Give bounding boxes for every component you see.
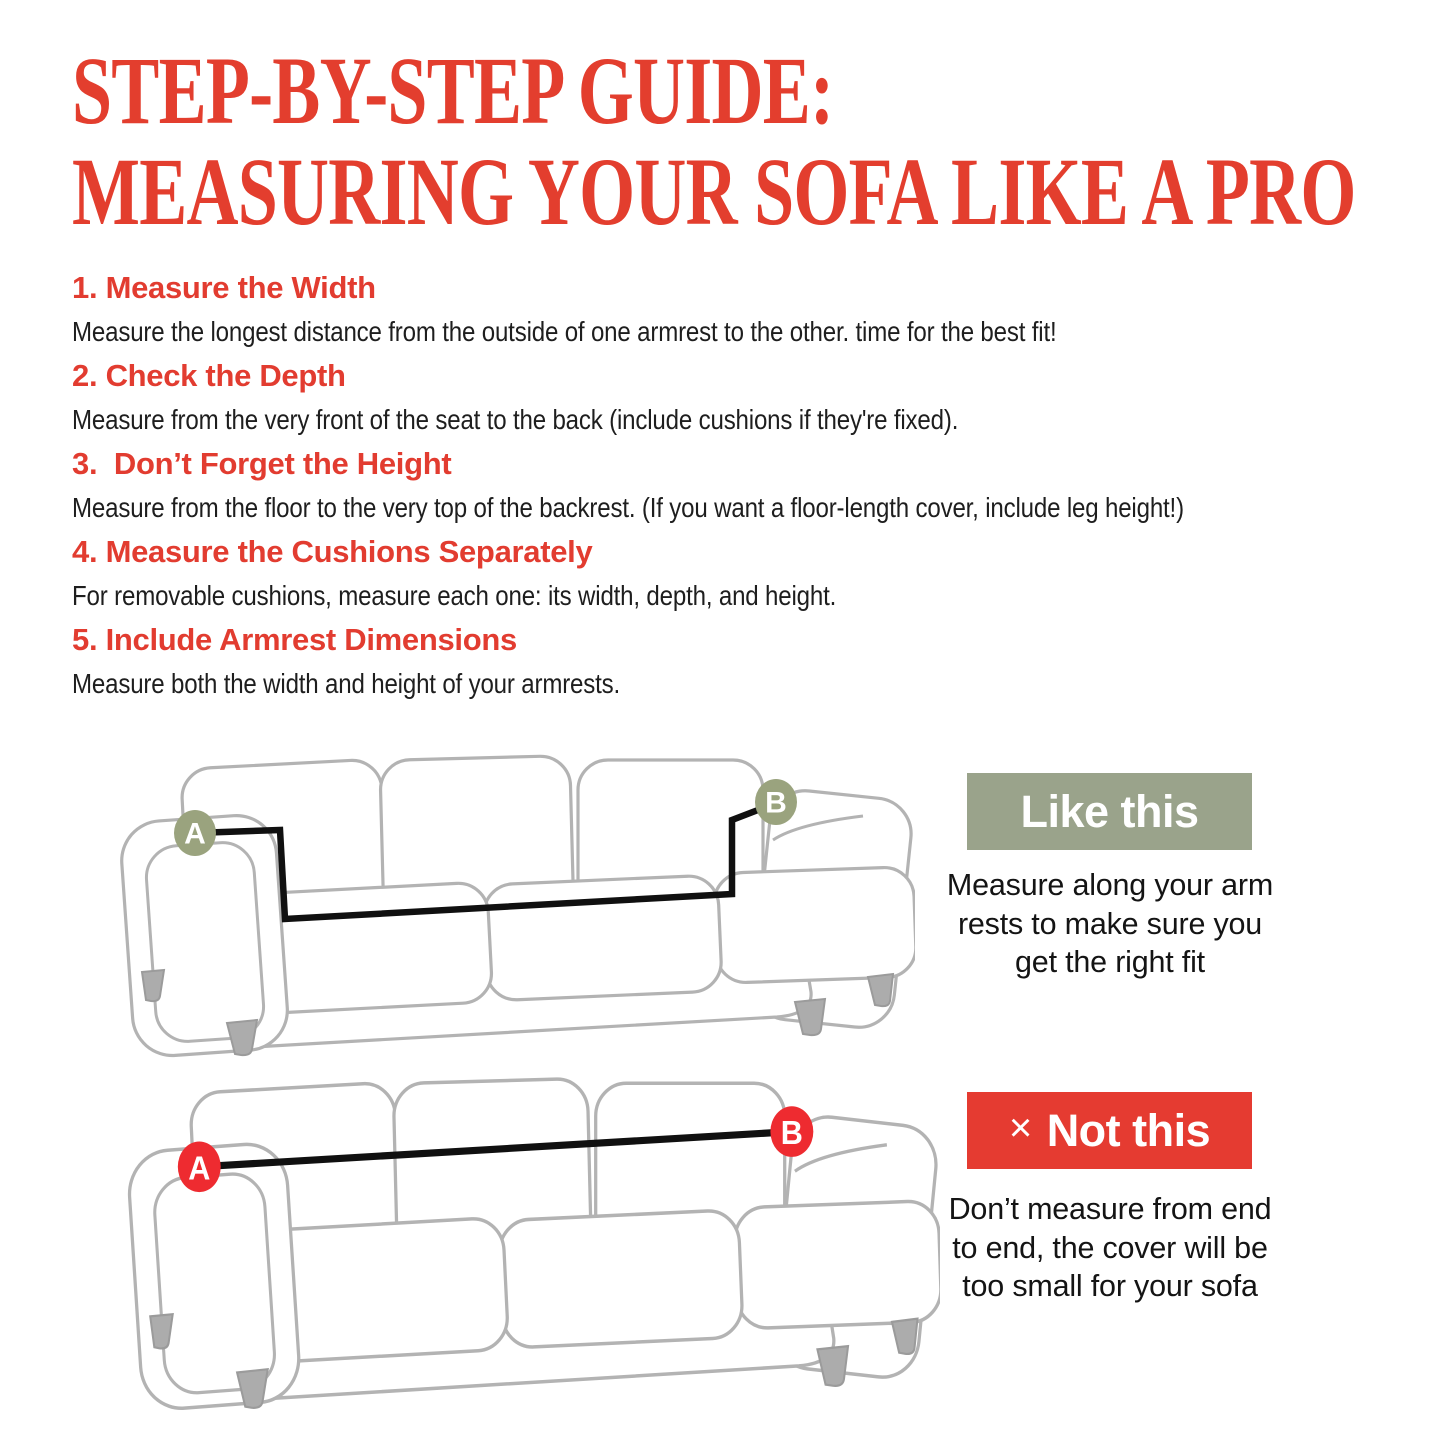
like-this-label: Like this [1020,785,1199,837]
step-1-heading: 1. Measure the Width [72,270,376,305]
marker-a-label: A [188,1149,211,1187]
marker-b-correct [755,779,797,825]
steps-list [72,266,1382,706]
step-3 [72,442,1382,530]
marker-b-label: B [780,1114,803,1152]
not-this-caption-line-2: to end, the cover will be [952,1230,1268,1265]
title-line-2: MEASURING YOUR SOFA LIKE A PRO [72,138,1356,245]
not-this-badge [967,1092,1252,1169]
step-5-heading: 5. Include Armrest Dimensions [72,622,517,657]
step-3-body: Measure from the floor to the very top of the backrest. (If you want a floor-length cover, include leg height!) [72,492,1184,523]
like-this-caption [905,866,1315,982]
like-this-caption-line-3: get the right fit [1015,945,1205,979]
like-this-badge [967,773,1252,850]
step-2 [72,354,1382,442]
step-4-heading: 4. Measure the Cushions Separately [72,534,593,569]
step-4-body: For removable cushions, measure each one: its width, depth, and height. [72,580,837,611]
like-this-caption-line-2: rests to make sure you [957,906,1263,941]
step-2-body: Measure from the very front of the seat to the back (include cushions if they're fixed). [72,404,959,435]
step-5 [72,618,1382,706]
x-mark-icon: × [1008,1106,1032,1150]
page-title [72,37,1445,245]
marker-b-label: B [765,786,787,820]
step-2-heading: 2. Check the Depth [72,358,346,393]
sofa-diagram-correct [85,748,915,1068]
step-1 [72,266,1382,354]
not-this-caption-line-1: Don’t measure from end [948,1192,1272,1226]
not-this-caption-line-3: too small for your sofa [962,1269,1258,1303]
step-5-body: Measure both the width and height of your armrests. [72,668,621,699]
marker-a-incorrect [178,1142,221,1193]
marker-b-incorrect [770,1106,813,1157]
marker-a-correct [174,810,216,856]
step-1-body: Measure the longest distance from the outside of one armrest to the other. time for the best fit! [72,316,1057,347]
step-3-heading: 3. Don’t Forget the Height [72,446,452,481]
sofa-diagram-incorrect [92,1070,940,1422]
like-this-caption-line-1: Measure along your arm [946,868,1274,902]
title-line-1: STEP-BY-STEP GUIDE: [72,37,834,144]
marker-a-label: A [184,817,206,851]
step-4 [72,530,1382,618]
not-this-caption [905,1190,1315,1306]
not-this-label: Not this [1046,1104,1211,1156]
